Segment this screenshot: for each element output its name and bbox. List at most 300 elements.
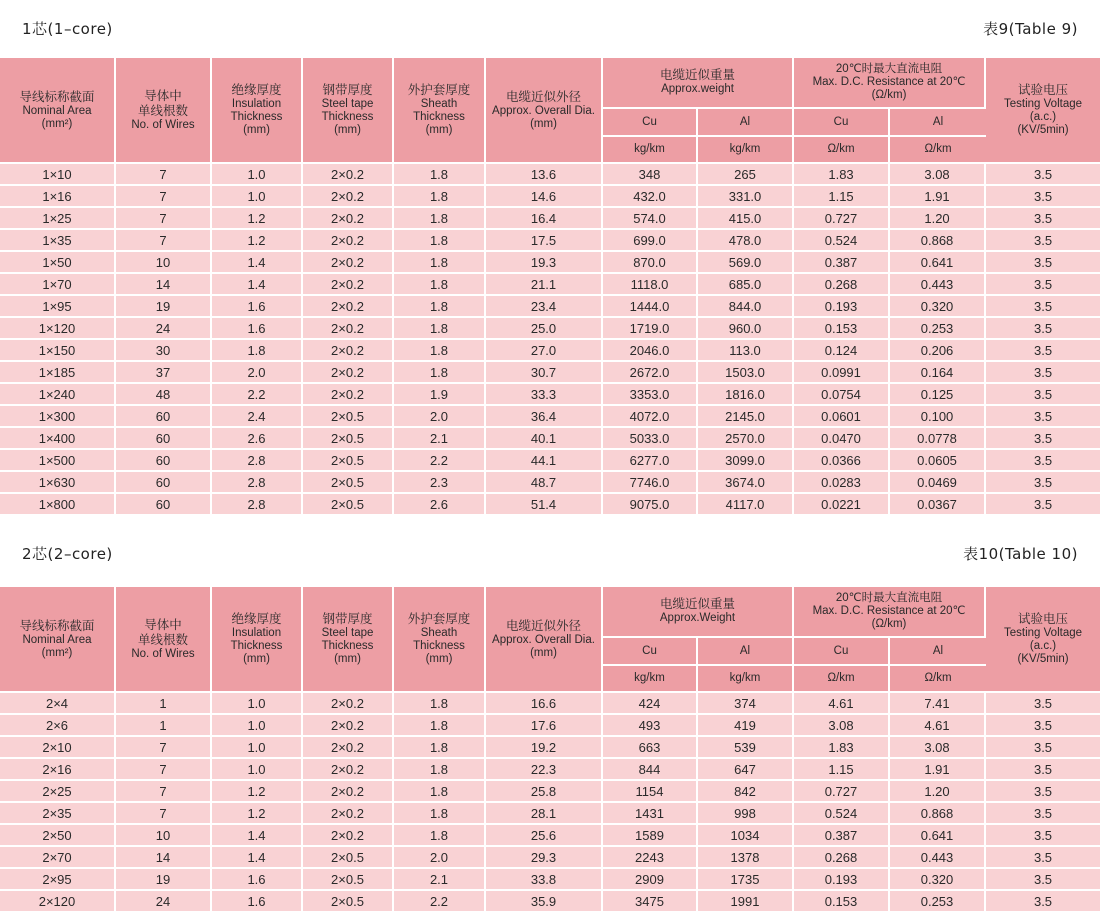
cell-wires: 7 xyxy=(116,230,212,252)
cell-weight-cu: 870.0 xyxy=(603,252,698,274)
col-header-sheath: 外护套厚度 Sheath Thickness (mm) xyxy=(394,587,486,693)
cell-res-cu: 0.0991 xyxy=(794,362,890,384)
cell-res-cu: 0.268 xyxy=(794,847,890,869)
cell-overall-dia: 51.4 xyxy=(486,494,603,516)
cell-weight-cu: 7746.0 xyxy=(603,472,698,494)
cell-nominal-area: 1×16 xyxy=(0,186,116,208)
section-2-table-label: 表10(Table 10) xyxy=(963,545,1078,563)
cell-steel-tape: 2×0.2 xyxy=(303,825,394,847)
cell-nominal-area: 1×300 xyxy=(0,406,116,428)
cell-overall-dia: 16.4 xyxy=(486,208,603,230)
table-row xyxy=(0,384,1100,406)
cell-insulation: 1.8 xyxy=(212,340,303,362)
cell-weight-cu: 424 xyxy=(603,693,698,715)
cell-steel-tape: 2×0.2 xyxy=(303,318,394,340)
cell-overall-dia: 27.0 xyxy=(486,340,603,362)
cell-steel-tape: 2×0.2 xyxy=(303,252,394,274)
cell-weight-cu: 3353.0 xyxy=(603,384,698,406)
cell-wires: 30 xyxy=(116,340,212,362)
table-row xyxy=(0,428,1100,450)
col-header-overall-dia: 电缆近似外径 Approx. Overall Dia. (mm) xyxy=(486,587,603,693)
table-row xyxy=(0,318,1100,340)
cell-res-al: 0.164 xyxy=(890,362,986,384)
cell-testing-voltage: 3.5 xyxy=(986,340,1100,362)
cell-nominal-area: 1×630 xyxy=(0,472,116,494)
cell-nominal-area: 1×150 xyxy=(0,340,116,362)
cell-res-al: 0.320 xyxy=(890,869,986,891)
col-header-wires: 导体中 单线根数 No. of Wires xyxy=(116,58,212,164)
cell-insulation: 2.0 xyxy=(212,362,303,384)
col-header-nominal-area: 导线标称截面 Nominal Area (mm²) xyxy=(0,58,116,164)
cell-testing-voltage: 3.5 xyxy=(986,472,1100,494)
col-header-res-al: Al xyxy=(890,638,986,667)
cell-overall-dia: 13.6 xyxy=(486,164,603,186)
cell-insulation: 1.0 xyxy=(212,693,303,715)
col-header-weight-cu: Cu xyxy=(603,638,698,667)
unit-res-al: Ω/km xyxy=(890,666,986,693)
unit-res-cu: Ω/km xyxy=(794,666,890,693)
unit-res-al: Ω/km xyxy=(890,137,986,164)
cell-weight-cu: 2046.0 xyxy=(603,340,698,362)
col-header-testing-voltage: 试验电压 Testing Voltage (a.c.) (KV/5min) xyxy=(986,58,1100,164)
cell-insulation: 2.8 xyxy=(212,472,303,494)
cell-sheath: 1.8 xyxy=(394,362,486,384)
unit-res-cu: Ω/km xyxy=(794,137,890,164)
cell-steel-tape: 2×0.2 xyxy=(303,759,394,781)
cell-weight-cu: 1431 xyxy=(603,803,698,825)
cell-res-cu: 0.124 xyxy=(794,340,890,362)
table-row xyxy=(0,803,1100,825)
cell-weight-al: 374 xyxy=(698,693,794,715)
cell-res-cu: 0.524 xyxy=(794,230,890,252)
cell-testing-voltage: 3.5 xyxy=(986,825,1100,847)
cell-res-al: 0.443 xyxy=(890,847,986,869)
cell-testing-voltage: 3.5 xyxy=(986,428,1100,450)
cell-res-cu: 0.727 xyxy=(794,208,890,230)
table-row xyxy=(0,759,1100,781)
cell-weight-cu: 2909 xyxy=(603,869,698,891)
cell-weight-cu: 5033.0 xyxy=(603,428,698,450)
cell-weight-cu: 1154 xyxy=(603,781,698,803)
cell-weight-al: 419 xyxy=(698,715,794,737)
col-header-testing-voltage: 试验电压 Testing Voltage (a.c.) (KV/5min) xyxy=(986,587,1100,693)
cell-overall-dia: 33.3 xyxy=(486,384,603,406)
cell-steel-tape: 2×0.2 xyxy=(303,186,394,208)
table-row xyxy=(0,340,1100,362)
cell-testing-voltage: 3.5 xyxy=(986,318,1100,340)
cell-wires: 60 xyxy=(116,494,212,516)
cell-nominal-area: 2×6 xyxy=(0,715,116,737)
cell-weight-al: 569.0 xyxy=(698,252,794,274)
cell-weight-al: 3099.0 xyxy=(698,450,794,472)
cell-overall-dia: 29.3 xyxy=(486,847,603,869)
cell-res-al: 1.20 xyxy=(890,781,986,803)
cell-testing-voltage: 3.5 xyxy=(986,252,1100,274)
table-row xyxy=(0,406,1100,428)
cell-testing-voltage: 3.5 xyxy=(986,186,1100,208)
cell-weight-cu: 1118.0 xyxy=(603,274,698,296)
cell-wires: 7 xyxy=(116,737,212,759)
cell-testing-voltage: 3.5 xyxy=(986,737,1100,759)
col-header-weight-al: Al xyxy=(698,109,794,138)
table-row xyxy=(0,186,1100,208)
cell-insulation: 2.4 xyxy=(212,406,303,428)
cell-res-al: 0.443 xyxy=(890,274,986,296)
table-row xyxy=(0,715,1100,737)
cell-res-cu: 0.0366 xyxy=(794,450,890,472)
cell-nominal-area: 1×70 xyxy=(0,274,116,296)
cell-sheath: 2.0 xyxy=(394,847,486,869)
cell-insulation: 1.4 xyxy=(212,252,303,274)
cell-wires: 37 xyxy=(116,362,212,384)
cell-weight-al: 1816.0 xyxy=(698,384,794,406)
cell-wires: 60 xyxy=(116,428,212,450)
cell-res-al: 7.41 xyxy=(890,693,986,715)
cell-nominal-area: 1×500 xyxy=(0,450,116,472)
cell-steel-tape: 2×0.5 xyxy=(303,869,394,891)
cell-nominal-area: 1×35 xyxy=(0,230,116,252)
cell-weight-al: 647 xyxy=(698,759,794,781)
cell-sheath: 1.8 xyxy=(394,693,486,715)
col-header-res-cu: Cu xyxy=(794,109,890,138)
cell-sheath: 1.8 xyxy=(394,340,486,362)
cell-steel-tape: 2×0.2 xyxy=(303,230,394,252)
cell-insulation: 1.6 xyxy=(212,318,303,340)
table-10-body xyxy=(0,693,1100,913)
cell-overall-dia: 16.6 xyxy=(486,693,603,715)
cell-wires: 24 xyxy=(116,318,212,340)
cell-res-al: 0.0367 xyxy=(890,494,986,516)
cell-overall-dia: 17.5 xyxy=(486,230,603,252)
cell-wires: 60 xyxy=(116,450,212,472)
table-row xyxy=(0,208,1100,230)
cell-weight-cu: 9075.0 xyxy=(603,494,698,516)
cell-res-al: 1.91 xyxy=(890,759,986,781)
cell-insulation: 2.8 xyxy=(212,494,303,516)
table-row xyxy=(0,472,1100,494)
cell-steel-tape: 2×0.2 xyxy=(303,781,394,803)
cell-overall-dia: 21.1 xyxy=(486,274,603,296)
cell-res-cu: 0.524 xyxy=(794,803,890,825)
cell-res-cu: 0.153 xyxy=(794,318,890,340)
cell-weight-al: 1735 xyxy=(698,869,794,891)
cell-sheath: 1.8 xyxy=(394,252,486,274)
cell-insulation: 1.6 xyxy=(212,296,303,318)
cell-insulation: 2.6 xyxy=(212,428,303,450)
cell-testing-voltage: 3.5 xyxy=(986,847,1100,869)
table-10 xyxy=(0,587,1100,913)
cell-res-al: 0.0605 xyxy=(890,450,986,472)
col-header-resistance: 20℃时最大直流电阻 Max. D.C. Resistance at 20℃ (Ω/km) xyxy=(794,587,986,638)
cell-insulation: 1.0 xyxy=(212,759,303,781)
unit-weight-al: kg/km xyxy=(698,666,794,693)
cell-sheath: 1.8 xyxy=(394,230,486,252)
cell-steel-tape: 2×0.2 xyxy=(303,208,394,230)
cell-testing-voltage: 3.5 xyxy=(986,693,1100,715)
cell-insulation: 1.2 xyxy=(212,230,303,252)
table-9-body xyxy=(0,164,1100,516)
cell-overall-dia: 23.4 xyxy=(486,296,603,318)
cell-overall-dia: 22.3 xyxy=(486,759,603,781)
cell-res-al: 0.641 xyxy=(890,825,986,847)
table-row xyxy=(0,825,1100,847)
col-header-weight: 电缆近似重量 Approx.Weight xyxy=(603,587,794,638)
cell-res-cu: 0.727 xyxy=(794,781,890,803)
cell-insulation: 1.6 xyxy=(212,869,303,891)
section-2-title: 2芯(2–core) xyxy=(22,545,113,563)
cell-sheath: 2.1 xyxy=(394,428,486,450)
cell-insulation: 2.8 xyxy=(212,450,303,472)
cell-overall-dia: 17.6 xyxy=(486,715,603,737)
col-header-res-cu: Cu xyxy=(794,638,890,667)
cell-testing-voltage: 3.5 xyxy=(986,384,1100,406)
cell-nominal-area: 1×120 xyxy=(0,318,116,340)
cell-weight-al: 478.0 xyxy=(698,230,794,252)
cell-insulation: 1.6 xyxy=(212,891,303,913)
cell-wires: 7 xyxy=(116,781,212,803)
cell-wires: 1 xyxy=(116,715,212,737)
cell-weight-cu: 3475 xyxy=(603,891,698,913)
cell-res-cu: 0.387 xyxy=(794,825,890,847)
cell-nominal-area: 1×10 xyxy=(0,164,116,186)
cell-sheath: 1.8 xyxy=(394,781,486,803)
cell-steel-tape: 2×0.2 xyxy=(303,737,394,759)
cell-insulation: 1.0 xyxy=(212,715,303,737)
table-row xyxy=(0,737,1100,759)
table-row xyxy=(0,869,1100,891)
cell-overall-dia: 25.8 xyxy=(486,781,603,803)
cell-weight-al: 4117.0 xyxy=(698,494,794,516)
cell-res-cu: 1.83 xyxy=(794,737,890,759)
table-9 xyxy=(0,58,1100,516)
cell-res-al: 0.0778 xyxy=(890,428,986,450)
cell-insulation: 1.4 xyxy=(212,825,303,847)
cell-weight-al: 1503.0 xyxy=(698,362,794,384)
table-row xyxy=(0,847,1100,869)
cell-testing-voltage: 3.5 xyxy=(986,230,1100,252)
cell-sheath: 2.2 xyxy=(394,450,486,472)
cell-sheath: 2.2 xyxy=(394,891,486,913)
cell-overall-dia: 19.3 xyxy=(486,252,603,274)
cell-weight-al: 1991 xyxy=(698,891,794,913)
cell-insulation: 2.2 xyxy=(212,384,303,406)
cell-res-cu: 0.268 xyxy=(794,274,890,296)
cell-res-al: 0.100 xyxy=(890,406,986,428)
cell-res-cu: 0.0754 xyxy=(794,384,890,406)
cell-wires: 60 xyxy=(116,406,212,428)
cell-steel-tape: 2×0.2 xyxy=(303,715,394,737)
cell-res-al: 0.125 xyxy=(890,384,986,406)
table-row xyxy=(0,252,1100,274)
cell-overall-dia: 28.1 xyxy=(486,803,603,825)
cell-wires: 1 xyxy=(116,693,212,715)
table-row xyxy=(0,891,1100,913)
cell-res-cu: 0.153 xyxy=(794,891,890,913)
cell-insulation: 1.0 xyxy=(212,186,303,208)
cell-steel-tape: 2×0.5 xyxy=(303,847,394,869)
cell-wires: 19 xyxy=(116,869,212,891)
col-header-overall-dia: 电缆近似外径 Approx. Overall Dia. (mm) xyxy=(486,58,603,164)
cell-weight-al: 685.0 xyxy=(698,274,794,296)
cell-overall-dia: 35.9 xyxy=(486,891,603,913)
cell-res-al: 0.206 xyxy=(890,340,986,362)
cell-steel-tape: 2×0.2 xyxy=(303,296,394,318)
col-header-wires: 导体中 单线根数 No. of Wires xyxy=(116,587,212,693)
cell-overall-dia: 44.1 xyxy=(486,450,603,472)
cell-overall-dia: 30.7 xyxy=(486,362,603,384)
table-row xyxy=(0,450,1100,472)
cell-insulation: 1.0 xyxy=(212,164,303,186)
cell-nominal-area: 1×95 xyxy=(0,296,116,318)
cell-res-al: 0.253 xyxy=(890,318,986,340)
cell-testing-voltage: 3.5 xyxy=(986,803,1100,825)
cell-wires: 24 xyxy=(116,891,212,913)
cell-nominal-area: 1×240 xyxy=(0,384,116,406)
cell-sheath: 2.3 xyxy=(394,472,486,494)
table-row xyxy=(0,274,1100,296)
cell-steel-tape: 2×0.5 xyxy=(303,428,394,450)
col-header-insulation: 绝缘厚度 Insulation Thickness (mm) xyxy=(212,587,303,693)
cell-weight-cu: 348 xyxy=(603,164,698,186)
cell-testing-voltage: 3.5 xyxy=(986,715,1100,737)
cell-weight-cu: 2243 xyxy=(603,847,698,869)
cell-res-al: 3.08 xyxy=(890,737,986,759)
cell-sheath: 1.8 xyxy=(394,274,486,296)
table-row xyxy=(0,296,1100,318)
cell-sheath: 1.8 xyxy=(394,825,486,847)
cell-insulation: 1.2 xyxy=(212,803,303,825)
cell-nominal-area: 2×50 xyxy=(0,825,116,847)
cell-res-al: 4.61 xyxy=(890,715,986,737)
cell-weight-cu: 432.0 xyxy=(603,186,698,208)
cell-steel-tape: 2×0.2 xyxy=(303,362,394,384)
col-header-resistance: 20℃时最大直流电阻 Max. D.C. Resistance at 20℃ (Ω/km) xyxy=(794,58,986,109)
cell-weight-cu: 4072.0 xyxy=(603,406,698,428)
cell-res-al: 0.253 xyxy=(890,891,986,913)
cell-nominal-area: 1×185 xyxy=(0,362,116,384)
cell-nominal-area: 1×800 xyxy=(0,494,116,516)
cell-overall-dia: 40.1 xyxy=(486,428,603,450)
cell-res-cu: 0.0601 xyxy=(794,406,890,428)
cell-wires: 7 xyxy=(116,803,212,825)
cell-weight-cu: 844 xyxy=(603,759,698,781)
cell-insulation: 1.2 xyxy=(212,781,303,803)
cell-testing-voltage: 3.5 xyxy=(986,208,1100,230)
col-header-nominal-area: 导线标称截面 Nominal Area (mm²) xyxy=(0,587,116,693)
col-header-weight-al: Al xyxy=(698,638,794,667)
cell-res-al: 0.641 xyxy=(890,252,986,274)
col-header-res-al: Al xyxy=(890,109,986,138)
cell-res-cu: 0.387 xyxy=(794,252,890,274)
cell-steel-tape: 2×0.5 xyxy=(303,891,394,913)
cell-nominal-area: 2×25 xyxy=(0,781,116,803)
table-row xyxy=(0,164,1100,186)
cell-weight-cu: 1719.0 xyxy=(603,318,698,340)
cell-weight-al: 331.0 xyxy=(698,186,794,208)
cell-overall-dia: 33.8 xyxy=(486,869,603,891)
cell-sheath: 2.0 xyxy=(394,406,486,428)
cell-res-cu: 1.83 xyxy=(794,164,890,186)
cell-sheath: 1.8 xyxy=(394,759,486,781)
cell-overall-dia: 48.7 xyxy=(486,472,603,494)
cell-testing-voltage: 3.5 xyxy=(986,494,1100,516)
cell-overall-dia: 25.0 xyxy=(486,318,603,340)
cell-insulation: 1.0 xyxy=(212,737,303,759)
cell-weight-cu: 493 xyxy=(603,715,698,737)
cell-testing-voltage: 3.5 xyxy=(986,781,1100,803)
cell-nominal-area: 2×16 xyxy=(0,759,116,781)
cell-weight-al: 1378 xyxy=(698,847,794,869)
cell-testing-voltage: 3.5 xyxy=(986,164,1100,186)
table-row xyxy=(0,362,1100,384)
cell-steel-tape: 2×0.2 xyxy=(303,693,394,715)
cell-wires: 7 xyxy=(116,208,212,230)
cell-wires: 7 xyxy=(116,164,212,186)
cell-overall-dia: 14.6 xyxy=(486,186,603,208)
cell-nominal-area: 2×10 xyxy=(0,737,116,759)
cell-testing-voltage: 3.5 xyxy=(986,450,1100,472)
cell-testing-voltage: 3.5 xyxy=(986,891,1100,913)
section-1-table-label: 表9(Table 9) xyxy=(983,20,1078,38)
cell-weight-al: 960.0 xyxy=(698,318,794,340)
cell-sheath: 1.8 xyxy=(394,737,486,759)
unit-weight-al: kg/km xyxy=(698,137,794,164)
cell-wires: 14 xyxy=(116,847,212,869)
cell-steel-tape: 2×0.2 xyxy=(303,803,394,825)
cell-wires: 19 xyxy=(116,296,212,318)
col-header-weight: 电缆近似重量 Approx.weight xyxy=(603,58,794,109)
cell-steel-tape: 2×0.5 xyxy=(303,472,394,494)
cell-steel-tape: 2×0.2 xyxy=(303,384,394,406)
cell-res-al: 0.320 xyxy=(890,296,986,318)
col-header-weight-cu: Cu xyxy=(603,109,698,138)
cell-sheath: 1.8 xyxy=(394,715,486,737)
cell-sheath: 1.8 xyxy=(394,164,486,186)
cell-res-al: 1.20 xyxy=(890,208,986,230)
cell-weight-al: 2145.0 xyxy=(698,406,794,428)
cell-overall-dia: 19.2 xyxy=(486,737,603,759)
cell-weight-al: 3674.0 xyxy=(698,472,794,494)
cell-sheath: 1.8 xyxy=(394,318,486,340)
cell-weight-cu: 663 xyxy=(603,737,698,759)
cell-nominal-area: 2×95 xyxy=(0,869,116,891)
cell-wires: 10 xyxy=(116,825,212,847)
section-1-title: 1芯(1–core) xyxy=(22,20,113,38)
cell-testing-voltage: 3.5 xyxy=(986,759,1100,781)
cell-weight-al: 1034 xyxy=(698,825,794,847)
table-row xyxy=(0,781,1100,803)
cell-insulation: 1.4 xyxy=(212,847,303,869)
cell-res-al: 0.868 xyxy=(890,230,986,252)
col-header-sheath: 外护套厚度 Sheath Thickness (mm) xyxy=(394,58,486,164)
cell-wires: 7 xyxy=(116,186,212,208)
cell-wires: 14 xyxy=(116,274,212,296)
cell-weight-al: 842 xyxy=(698,781,794,803)
cell-weight-cu: 1589 xyxy=(603,825,698,847)
cell-res-cu: 1.15 xyxy=(794,759,890,781)
cell-testing-voltage: 3.5 xyxy=(986,869,1100,891)
unit-weight-cu: kg/km xyxy=(603,666,698,693)
cell-nominal-area: 1×400 xyxy=(0,428,116,450)
cell-res-al: 0.868 xyxy=(890,803,986,825)
cell-weight-cu: 6277.0 xyxy=(603,450,698,472)
cell-weight-cu: 699.0 xyxy=(603,230,698,252)
cell-steel-tape: 2×0.5 xyxy=(303,406,394,428)
cell-nominal-area: 2×35 xyxy=(0,803,116,825)
cell-testing-voltage: 3.5 xyxy=(986,406,1100,428)
table-9-header xyxy=(0,58,1100,164)
cell-res-cu: 0.0470 xyxy=(794,428,890,450)
